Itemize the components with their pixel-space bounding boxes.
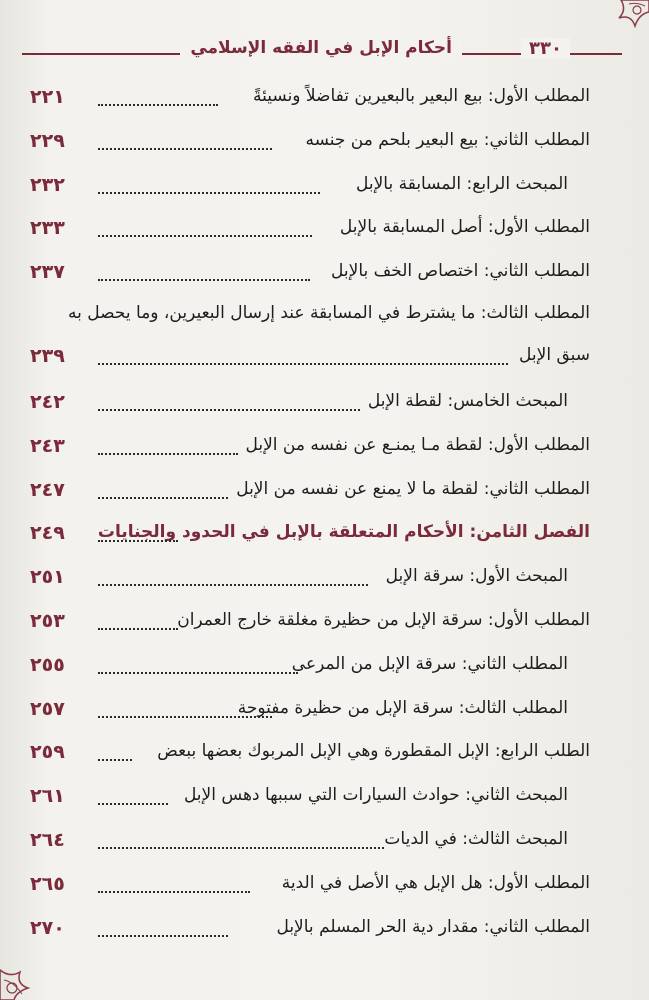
toc-entry-page: ٢٥١: [30, 566, 65, 589]
toc-entry-title: المبحث الثالث: في الديات: [384, 828, 568, 849]
leader-dots: [98, 395, 360, 411]
toc-entry: [28, 168, 590, 212]
leader-dots: [98, 221, 312, 237]
toc-entry-title: المبحث الرابع: المسابقة بالإبل: [356, 173, 568, 194]
leader-dots: [98, 90, 218, 106]
corner-ornament-icon: [0, 960, 60, 1000]
toc-entry: [28, 429, 590, 473]
toc-entry: [28, 735, 590, 779]
toc-entry-title: المطلب الثاني: سرقة الإبل من المرعى: [291, 653, 568, 674]
leader-dots: [98, 483, 228, 499]
toc-entry: [28, 299, 590, 385]
toc-entry: [28, 692, 590, 736]
toc-entry-page: ٢٣٩: [30, 344, 65, 367]
toc-entry-page: ٢٣٧: [30, 261, 65, 284]
toc-entry-title: المطلب الأول: بيع البعير بالبعيرين تفاضلاً ونسيئةً: [253, 86, 590, 106]
toc-entry-page: ٢٧٠: [30, 916, 65, 939]
toc-entry-title: المطلب الثاني: بيع البعير بلحم من جنسه: [305, 129, 590, 150]
toc-entry: [28, 779, 590, 823]
toc-entry-page: ٢٢٩: [30, 129, 65, 152]
leader-dots: [98, 877, 250, 893]
toc-chapter-entry: [28, 516, 590, 560]
leader-dots: [98, 134, 272, 150]
toc-entry-title: الطلب الرابع: الإبل المقطورة وهي الإبل المربوك بعضها ببعض: [157, 741, 590, 762]
toc-entry-page: ٢٤٣: [30, 434, 65, 457]
leader-dots: [98, 614, 178, 630]
toc-entry: [28, 823, 590, 867]
leader-dots: [98, 265, 310, 281]
toc-entry-page: ٢٤٩: [30, 522, 65, 545]
leader-dots: [98, 921, 228, 937]
leader-dots: [98, 439, 238, 455]
toc-entry: [28, 560, 590, 604]
toc-entry-title: المطلب الأول: سرقة الإبل من حظيرة مغلقة خارج العمران: [177, 609, 590, 630]
toc-entry: [28, 867, 590, 911]
leader-dots: [98, 178, 320, 194]
toc-entry-page: ٢٦١: [30, 785, 65, 808]
leader-dots: [98, 349, 508, 365]
toc-entry-title: المطلب الثالث: سرقة الإبل من حظيرة مفتوحة: [237, 697, 568, 718]
toc-entry-title: الفصل الثامن: الأحكام المتعلقة بالإبل في الحدود والجنايات: [97, 522, 590, 543]
toc-entry-title: المطلب الأول: أصل المسابقة بالإبل: [339, 217, 590, 238]
toc-entry-page: ٢٢١: [30, 86, 65, 108]
toc-entry: [28, 648, 590, 692]
toc-entry-page: ٢٦٥: [30, 872, 65, 895]
toc-entry-page: ٢٥٧: [30, 697, 65, 720]
toc-entry-page: ٢٥٣: [30, 609, 65, 632]
page-number: ٣٣٠: [521, 38, 570, 59]
toc-entry-title: المطلب الثاني: مقدار دية الحر المسلم بالإبل: [276, 916, 590, 937]
toc-entry-page: ٢٦٤: [30, 828, 65, 851]
toc-entry-page: ٢٣٣: [30, 217, 65, 240]
toc-entry: [28, 124, 590, 168]
corner-ornament-icon: [601, 0, 649, 36]
toc-entry: [28, 604, 590, 648]
toc-entry: [28, 911, 590, 955]
toc-entry-title: المطلب الثاني: لقطة ما لا يمنع عن نفسه من الإبل: [236, 478, 590, 499]
toc-entry: [28, 255, 590, 299]
toc-entry-title: المبحث الخامس: لقطة الإبل: [367, 390, 568, 411]
toc-entry: [28, 80, 590, 124]
toc-entry-title: المطلب الثالث: ما يشترط في المسابقة عند إرسال البعيرين، وما يحصل به: [68, 302, 590, 323]
toc-entry-page: ٢٤٧: [30, 478, 65, 501]
toc-entry-page: ٢٤٢: [30, 390, 65, 413]
leader-dots: [98, 570, 368, 586]
leader-dots: [98, 789, 168, 805]
running-header: [22, 36, 622, 70]
toc-entry-title: المطلب الأول: هل الإبل هي الأصل في الدية: [281, 872, 590, 893]
leader-dots: [98, 658, 298, 674]
toc-entry-page: ٢٥٩: [30, 741, 65, 764]
toc-entry-title: المبحث الأول: سرقة الإبل: [385, 566, 568, 587]
toc-entry: [28, 473, 590, 517]
toc-entry: [28, 211, 590, 255]
toc-entry-title-continued: سبق الإبل: [519, 344, 590, 365]
toc-entry-title: المبحث الثاني: حوادث السيارات التي سببها دهس الإبل: [183, 785, 568, 806]
running-title: أحكام الإبل في الفقه الإسلامي: [180, 38, 462, 58]
toc-entry-title: المطلب الأول: لقطة مـا يمنـع عن نفسه من الإبل: [245, 434, 590, 455]
leader-dots: [98, 833, 384, 849]
toc-entry-page: ٢٣٢: [30, 173, 65, 196]
toc-entry-page: ٢٥٥: [30, 653, 65, 676]
toc-entry: [28, 385, 590, 429]
leader-dots: [98, 526, 178, 542]
table-of-contents: [28, 80, 590, 954]
toc-entry-title: المطلب الثاني: اختصاص الخف بالإبل: [331, 261, 590, 282]
leader-dots: [98, 745, 132, 761]
leader-dots: [98, 702, 272, 718]
